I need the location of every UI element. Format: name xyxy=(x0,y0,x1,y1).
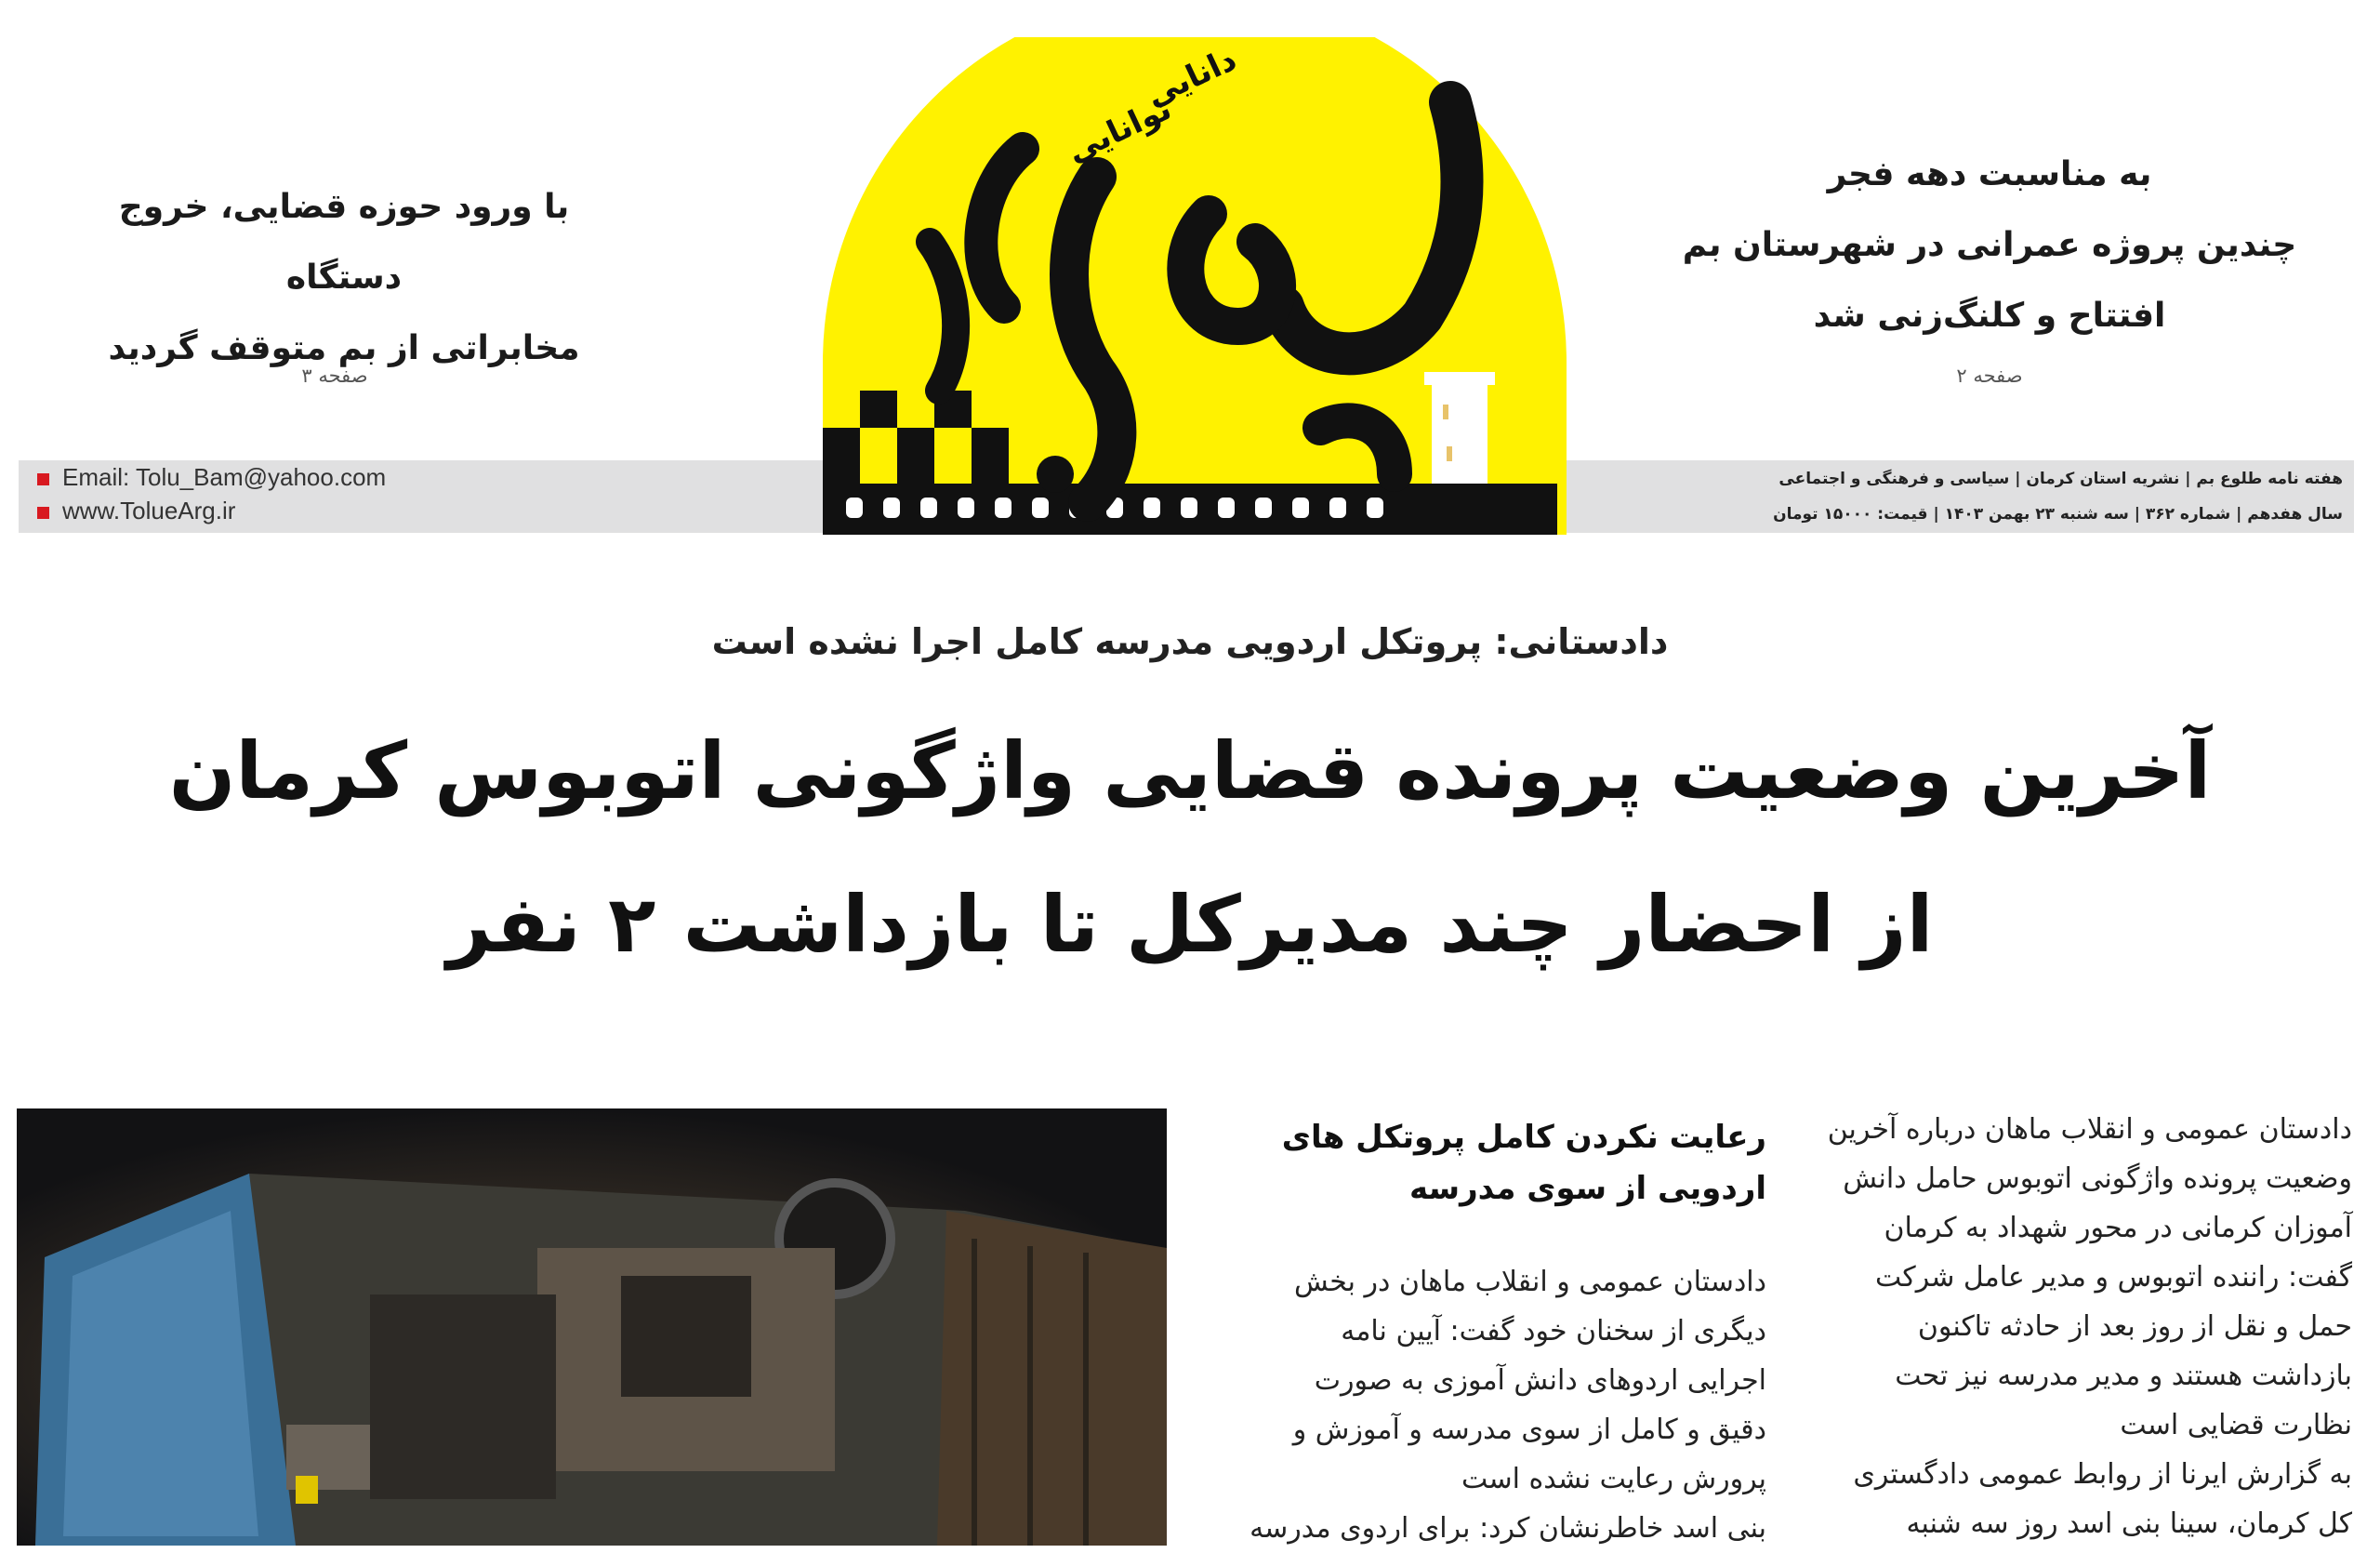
logo-slogan-top: دانایی xyxy=(1140,40,1243,115)
bullet-square-icon xyxy=(37,473,49,485)
subhead-line: رعایت نکردن کامل پروتکل های xyxy=(1281,1119,1766,1156)
right-teaser-line: به مناسبت دهه فجر xyxy=(1827,155,2152,193)
left-teaser[interactable] xyxy=(56,172,632,384)
text-line: دادستان عمومی و انقلاب ماهان در بخش xyxy=(1294,1266,1766,1298)
article-right-column xyxy=(1804,1105,2352,1548)
text-line: اجرایی اردوهای دانش آموزی به صورت xyxy=(1314,1364,1766,1397)
article-photo xyxy=(17,1108,1167,1546)
text-line: دقیق و کامل از سوی مدرسه و آموزش و xyxy=(1292,1414,1766,1446)
bullet-square-icon xyxy=(37,507,49,519)
right-teaser-page[interactable]: صفحه ۲ xyxy=(1956,365,2023,387)
text-line: نظارت قضایی است xyxy=(2120,1409,2352,1441)
text-line: بنی اسد خاطرنشان کرد: برای اردوی مدرسه xyxy=(1250,1512,1766,1545)
text-line: آموزان کرمانی در محور شهداد به کرمان xyxy=(1884,1212,2352,1244)
article-headline-line2: از احضار چند مدیرکل تا بازداشت ۲ نفر xyxy=(446,879,1934,970)
email-text: Email: Tolu_Bam@yahoo.com xyxy=(62,463,387,491)
meta-publication: هفته نامه طلوع بم | نشریه استان کرمان | سیاسی و فرهنگی و اجتماعی xyxy=(1778,470,2343,488)
text-line: به گزارش ایرنا از روابط عمومی دادگستری xyxy=(1853,1458,2352,1491)
text-line: پرورش رعایت نشده است xyxy=(1461,1463,1766,1495)
left-teaser-line: با ورود حوزه قضایی، خروج دستگاه xyxy=(118,188,570,297)
text-line: حمل و نقل از روز بعد از حادثه تاکنون xyxy=(1917,1310,2352,1343)
text-line: بازداشت هستند و مدیر مدرسه نیز تحت xyxy=(1895,1360,2352,1392)
contact-email[interactable] xyxy=(37,463,386,492)
left-teaser-line: مخابراتی از بم متوقف گردید xyxy=(108,329,580,367)
article-headline-line1: آخرین وضعیت پرونده قضایی واژگونی اتوبوس کرمان xyxy=(168,725,2212,816)
text-line: گفت: راننده اتوبوس و مدیر عامل شرکت xyxy=(1874,1261,2352,1294)
text-line: دیگری از سخنان خود گفت: آیین نامه xyxy=(1341,1315,1766,1347)
logo-slogan-bottom: توانایی xyxy=(1061,89,1178,171)
text-line: دادستان عمومی و انقلاب ماهان درباره آخرین xyxy=(1827,1113,2352,1146)
text-line: وضعیت پرونده واژگونی اتوبوس حامل دانش xyxy=(1843,1162,2352,1195)
masthead-logo xyxy=(818,37,1571,544)
subhead-line: اردویی از سوی مدرسه xyxy=(1409,1170,1766,1207)
right-teaser[interactable] xyxy=(1655,139,2324,352)
article-middle-column xyxy=(1209,1257,1766,1553)
text-line: کل کرمان، سینا بنی اسد روز سه شنبه xyxy=(1906,1507,2352,1540)
article-subhead xyxy=(1209,1112,1766,1215)
website-text: www.TolueArg.ir xyxy=(62,497,236,524)
contact-website[interactable] xyxy=(37,497,235,525)
article-kicker: دادستانی: پروتکل اردویی مدرسه کامل اجرا نشده است xyxy=(711,621,1669,662)
left-teaser-page[interactable]: صفحه ۳ xyxy=(301,365,368,387)
right-teaser-line: چندین پروژه عمرانی در شهرستان بم xyxy=(1682,226,2297,264)
meta-issue: سال هفدهم | شماره ۳۶۲ | سه شنبه ۲۳ بهمن ۱۴۰۳ | قیمت: ۱۵۰۰۰ تومان xyxy=(1773,505,2343,524)
right-teaser-line: افتتاح و کلنگ‌زنی شد xyxy=(1813,297,2166,335)
